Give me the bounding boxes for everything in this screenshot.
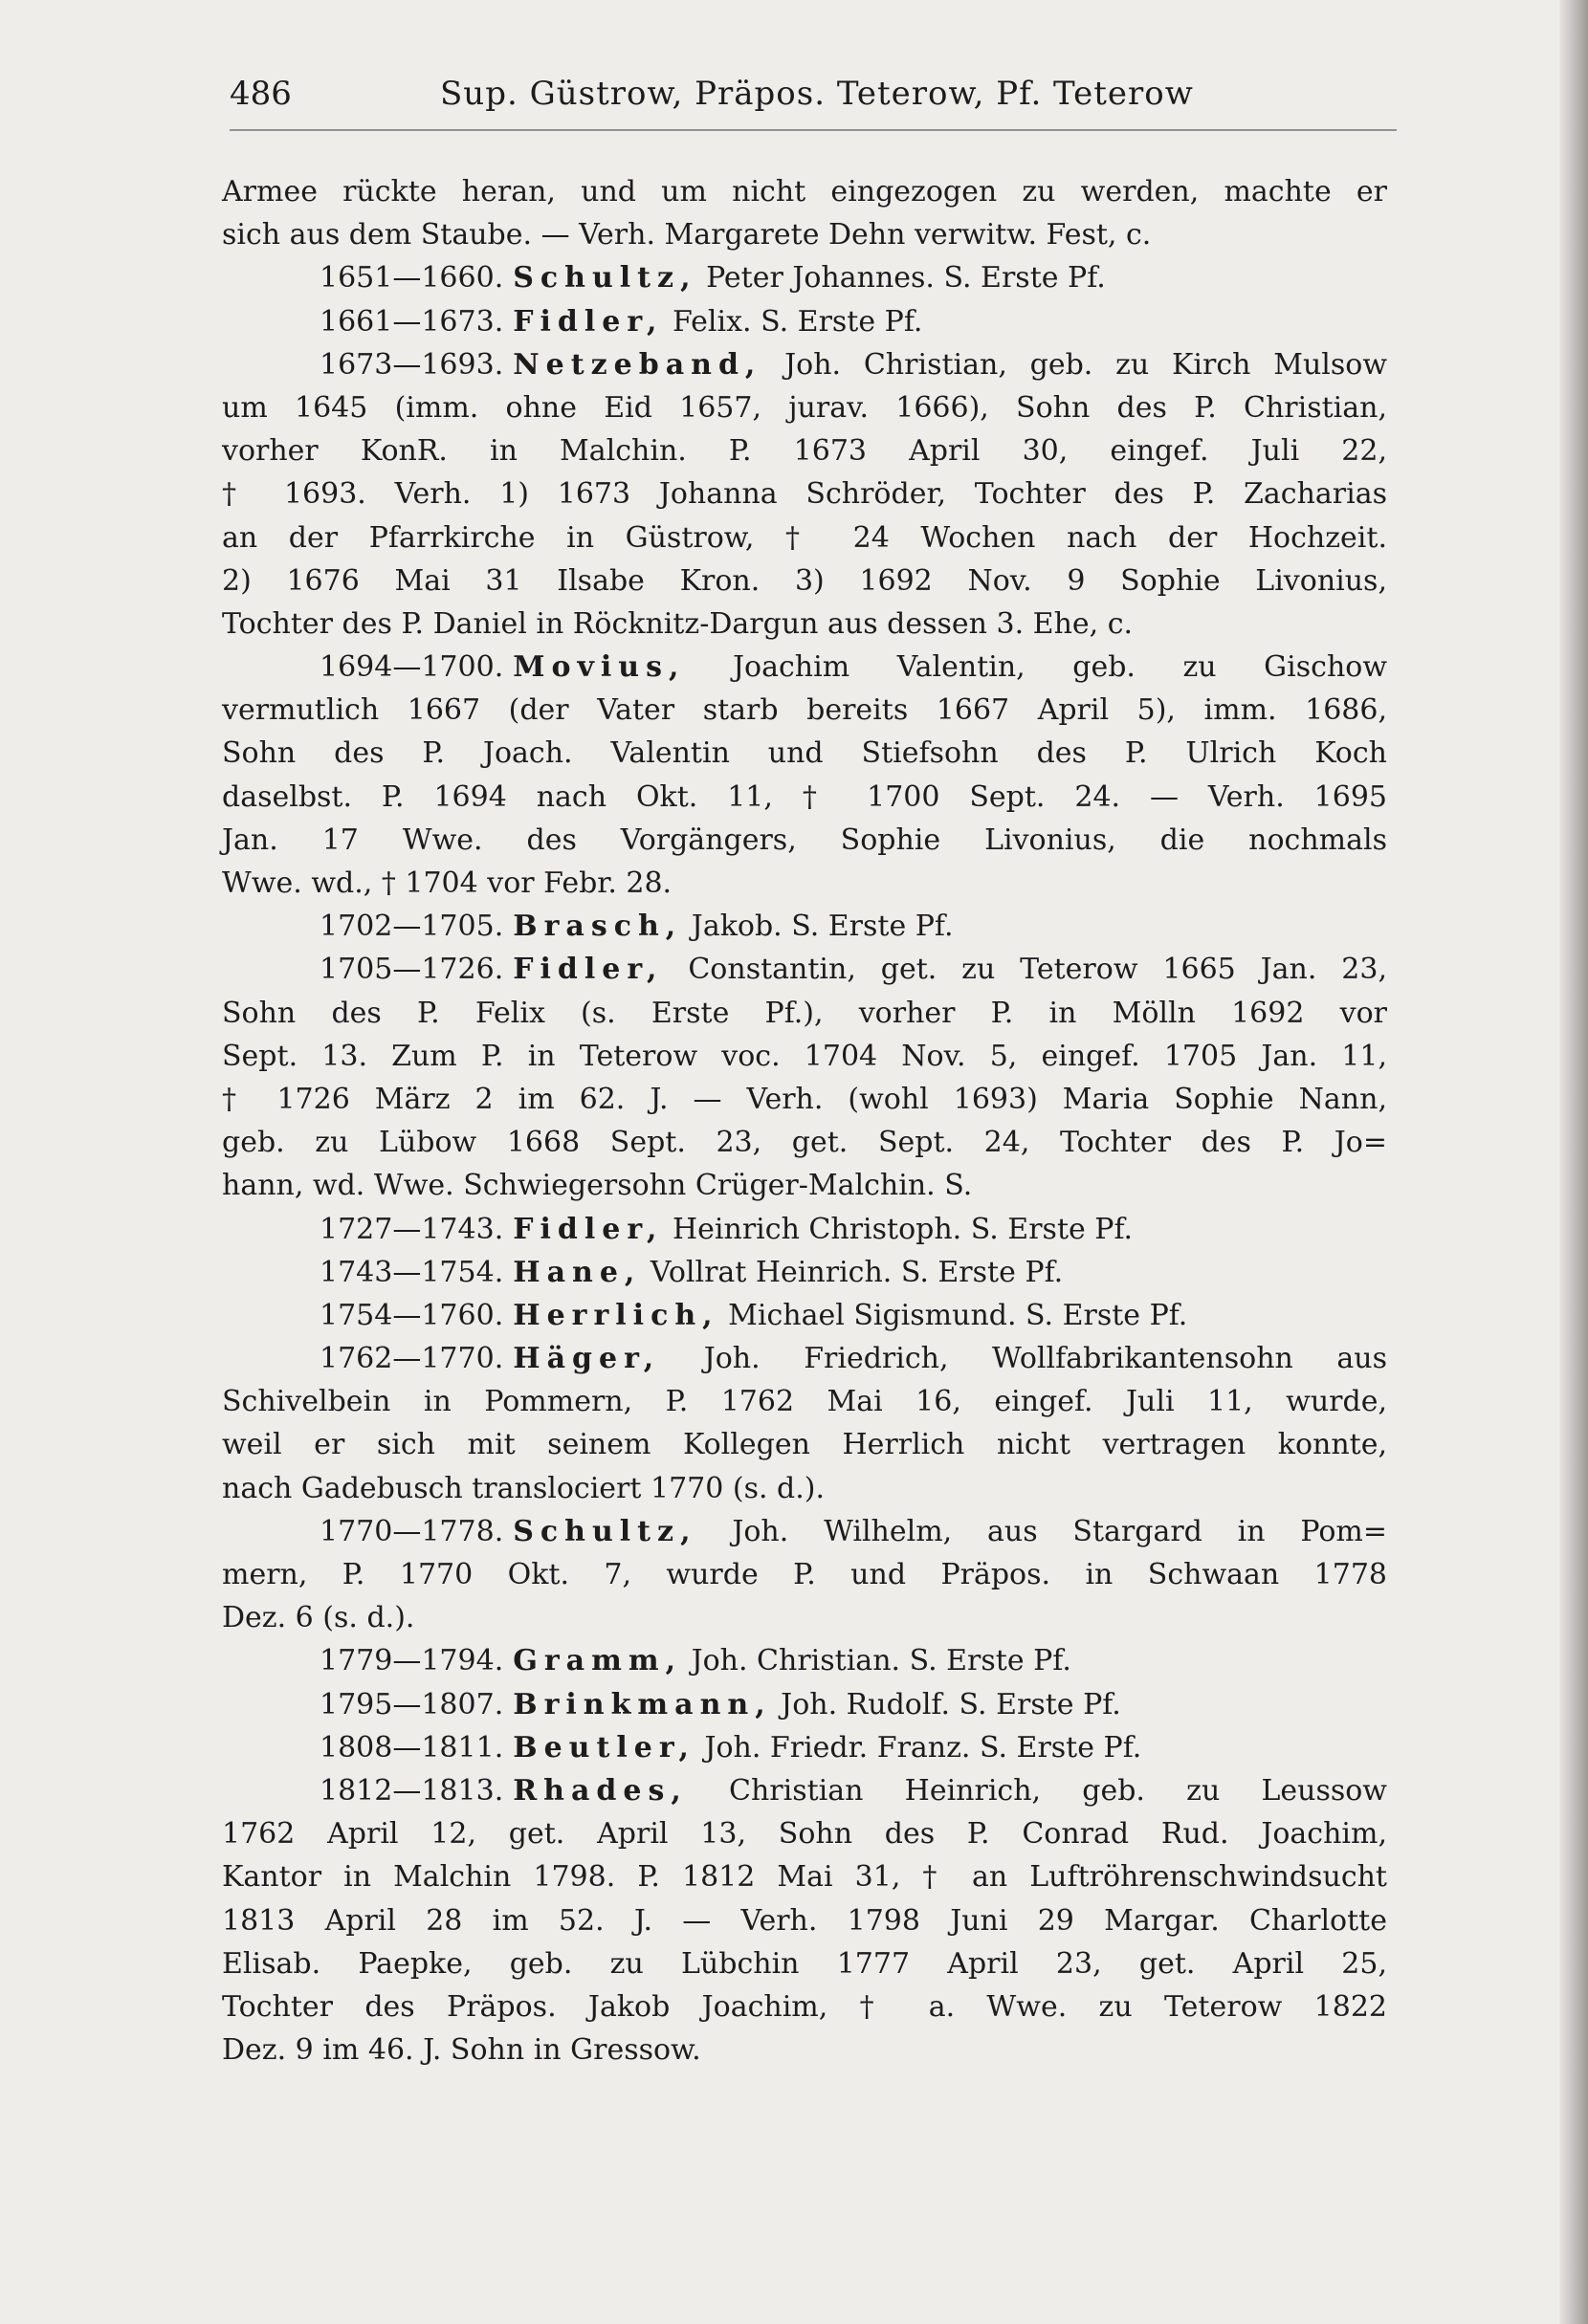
entry-text: Joh. Christian. S. Erste Pf. bbox=[682, 1644, 1071, 1678]
entry-years: 1743—1754. bbox=[320, 1255, 504, 1289]
entry-years: 1694—1700. bbox=[320, 650, 504, 685]
text-line bbox=[222, 1769, 1387, 1812]
text-line bbox=[222, 1208, 1387, 1251]
entry-text: Joh. Friedr. Franz. S. Erste Pf. bbox=[695, 1730, 1142, 1765]
entry-text: Peter Johannes. S. Erste Pf. bbox=[696, 261, 1106, 296]
entry-surname: Brinkmann, bbox=[513, 1687, 772, 1721]
entry-years: 1673—1693. bbox=[320, 347, 504, 382]
text-line bbox=[222, 1726, 1387, 1769]
text-line bbox=[222, 256, 1387, 299]
pastor-entry bbox=[222, 343, 1387, 646]
text-line bbox=[222, 948, 1387, 991]
entry-years: 1770—1778. bbox=[320, 1514, 504, 1548]
text-line: vermutlich 1667 (der Vater starb bereits 1667 April 5), imm. 1686, bbox=[222, 693, 1387, 728]
text-line: Elisab. Paepke, geb. zu Lübchin 1777 April 23, get. April 25, bbox=[222, 1946, 1387, 1981]
entry-surname: Beutler, bbox=[513, 1730, 695, 1765]
body-text bbox=[222, 170, 1387, 2072]
entry-years: 1808—1811. bbox=[320, 1730, 504, 1765]
text-line: geb. zu Lübow 1668 Sept. 23, get. Sept. 24, Tochter des P. Jo= bbox=[222, 1126, 1387, 1160]
pastor-entry bbox=[222, 300, 1387, 343]
entry-years: 1651—1660. bbox=[320, 261, 504, 296]
text-line: vorher KonR. in Malchin. P. 1673 April 30, eingef. Juli 22, bbox=[222, 434, 1387, 469]
entry-surname: Brasch, bbox=[513, 910, 683, 944]
text-line: Kantor in Malchin 1798. P. 1812 Mai 31, † an Luftröhrenschwindsucht bbox=[222, 1860, 1387, 1895]
text-line: Armee rückte heran, und um nicht eingezogen zu werden, machte er bbox=[222, 175, 1387, 208]
entry-surname: Häger, bbox=[513, 1342, 661, 1376]
header-rule bbox=[230, 129, 1397, 131]
entry-years: 1754—1760. bbox=[320, 1298, 504, 1332]
entry-years: 1779—1794. bbox=[320, 1644, 504, 1678]
entry-years: 1705—1726. bbox=[320, 953, 504, 987]
entry-text: Constantin, get. zu Teterow 1665 Jan. 23, bbox=[663, 953, 1387, 987]
entry-text: Joachim Valentin, geb. zu Gischow bbox=[685, 650, 1387, 685]
pastor-entry bbox=[222, 948, 1387, 1207]
text-line: Tochter des Präpos. Jakob Joachim, † a. Wwe. zu Teterow 1822 bbox=[222, 1989, 1387, 2024]
pastor-entry bbox=[222, 1208, 1387, 1251]
entry-years: 1795—1807. bbox=[320, 1687, 504, 1721]
text-line: nach Gadebusch translociert 1770 (s. d.). bbox=[222, 1471, 826, 1505]
entry-text: Joh. Christian, geb. zu Kirch Mulsow bbox=[761, 347, 1387, 382]
entry-text: Jakob. S. Erste Pf. bbox=[682, 910, 954, 944]
running-header bbox=[230, 75, 1397, 122]
text-line: um 1645 (imm. ohne Eid 1657, jurav. 1666), Sohn des P. Christian, bbox=[222, 390, 1387, 425]
text-line: 1762 April 12, get. April 13, Sohn des P. Conrad Rud. Joachim, bbox=[222, 1817, 1387, 1852]
entry-surname: Herrlich, bbox=[513, 1298, 719, 1332]
continued-paragraph bbox=[222, 170, 1387, 256]
text-line: daselbst. P. 1694 nach Okt. 11, † 1700 Sept. 24. — Verh. 1695 bbox=[222, 779, 1387, 814]
text-line: weil er sich mit seinem Kollegen Herrlich nicht vertragen konnte, bbox=[222, 1428, 1387, 1462]
text-line bbox=[222, 905, 1387, 948]
text-line: Wwe. wd., † 1704 vor Febr. 28. bbox=[222, 866, 673, 900]
pastor-entry bbox=[222, 1251, 1387, 1294]
text-line: † 1726 März 2 im 62. J. — Verh. (wohl 1693) Maria Sophie Nann, bbox=[222, 1082, 1387, 1116]
text-line bbox=[222, 1510, 1387, 1553]
pastor-entry bbox=[222, 1726, 1387, 1769]
text-line bbox=[222, 300, 1387, 343]
text-line: Tochter des P. Daniel in Röcknitz-Dargun aus dessen 3. Ehe, c. bbox=[222, 606, 1134, 641]
page-number: 486 bbox=[230, 75, 292, 113]
entry-text: Joh. Friedrich, Wollfabrikantensohn aus bbox=[660, 1342, 1387, 1376]
entry-years: 1812—1813. bbox=[320, 1773, 504, 1808]
entry-surname: Movius, bbox=[513, 650, 686, 685]
text-line: Schivelbein in Pommern, P. 1762 Mai 16, eingef. Juli 11, wurde, bbox=[222, 1385, 1387, 1419]
pastor-entry bbox=[222, 905, 1387, 948]
entry-surname: Netzeband, bbox=[513, 347, 762, 382]
pastor-entry bbox=[222, 256, 1387, 299]
entry-surname: Hane, bbox=[513, 1255, 642, 1289]
entry-surname: Fidler, bbox=[513, 953, 664, 987]
pastor-entry bbox=[222, 1337, 1387, 1510]
text-line: an der Pfarrkirche in Güstrow, † 24 Wochen nach der Hochzeit. bbox=[222, 520, 1387, 555]
text-line: Jan. 17 Wwe. des Vorgängers, Sophie Livonius, die nochmals bbox=[222, 822, 1387, 857]
entry-years: 1702—1705. bbox=[320, 910, 504, 944]
text-line: Dez. 9 im 46. J. Sohn in Gressow. bbox=[222, 2033, 701, 2068]
text-line bbox=[222, 343, 1387, 386]
entry-surname: Gramm, bbox=[513, 1644, 683, 1678]
text-line bbox=[222, 1639, 1387, 1682]
text-line bbox=[222, 1337, 1387, 1380]
entry-text: Joh. Wilhelm, aus Stargard in Pom= bbox=[696, 1514, 1387, 1548]
text-line: 1813 April 28 im 52. J. — Verh. 1798 Juni 29 Margar. Charlotte bbox=[222, 1903, 1387, 1938]
entry-text: Vollrat Heinrich. S. Erste Pf. bbox=[641, 1255, 1064, 1289]
text-line: Dez. 6 (s. d.). bbox=[222, 1601, 415, 1635]
text-line bbox=[222, 646, 1387, 689]
entry-surname: Fidler, bbox=[513, 304, 664, 339]
text-line: hann, wd. Wwe. Schwiegersohn Crüger-Malchin. S. bbox=[222, 1169, 973, 1203]
entry-years: 1727—1743. bbox=[320, 1212, 504, 1246]
entry-text: Heinrich Christoph. S. Erste Pf. bbox=[663, 1212, 1134, 1246]
text-line bbox=[222, 1294, 1387, 1337]
pastor-entry bbox=[222, 1639, 1387, 1682]
entry-years: 1661—1673. bbox=[320, 304, 504, 339]
text-line bbox=[222, 1683, 1387, 1726]
text-line: sich aus dem Staube. — Verh. Margarete Dehn verwitw. Fest, c. bbox=[222, 218, 1152, 252]
pastor-entry bbox=[222, 1294, 1387, 1337]
entry-surname: Schultz, bbox=[513, 261, 697, 296]
pastor-entry bbox=[222, 1769, 1387, 2072]
text-line: Sohn des P. Joach. Valentin und Stiefsohn des P. Ulrich Koch bbox=[222, 736, 1387, 771]
header-title: Sup. Güstrow, Präpos. Teterow, Pf. Teterow bbox=[440, 75, 1194, 113]
entry-text: Joh. Rudolf. S. Erste Pf. bbox=[771, 1687, 1121, 1721]
entry-text: Michael Sigismund. S. Erste Pf. bbox=[718, 1298, 1188, 1332]
text-line bbox=[222, 1251, 1387, 1294]
entry-text: Christian Heinrich, geb. zu Leussow bbox=[687, 1773, 1387, 1808]
pastor-entry bbox=[222, 646, 1387, 905]
entry-surname: Rhades, bbox=[513, 1773, 688, 1808]
pastor-entry bbox=[222, 1683, 1387, 1726]
text-line: 2) 1676 Mai 31 Ilsabe Kron. 3) 1692 Nov. 9 Sophie Livonius, bbox=[222, 563, 1387, 598]
text-line: † 1693. Verh. 1) 1673 Johanna Schröder, Tochter des P. Zacharias bbox=[222, 477, 1387, 512]
entry-surname: Fidler, bbox=[513, 1212, 664, 1246]
entry-surname: Schultz, bbox=[513, 1514, 697, 1548]
text-line: Sept. 13. Zum P. in Teterow voc. 1704 Nov. 5, eingef. 1705 Jan. 11, bbox=[222, 1039, 1387, 1073]
pastor-entry bbox=[222, 1510, 1387, 1640]
text-line: mern, P. 1770 Okt. 7, wurde P. und Präpos. in Schwaan 1778 bbox=[222, 1558, 1387, 1591]
entry-text: Felix. S. Erste Pf. bbox=[663, 304, 923, 339]
text-line: Sohn des P. Felix (s. Erste Pf.), vorher P. in Mölln 1692 vor bbox=[222, 996, 1387, 1030]
entry-years: 1762—1770. bbox=[320, 1342, 504, 1376]
page-edge-shadow bbox=[1559, 0, 1588, 2324]
